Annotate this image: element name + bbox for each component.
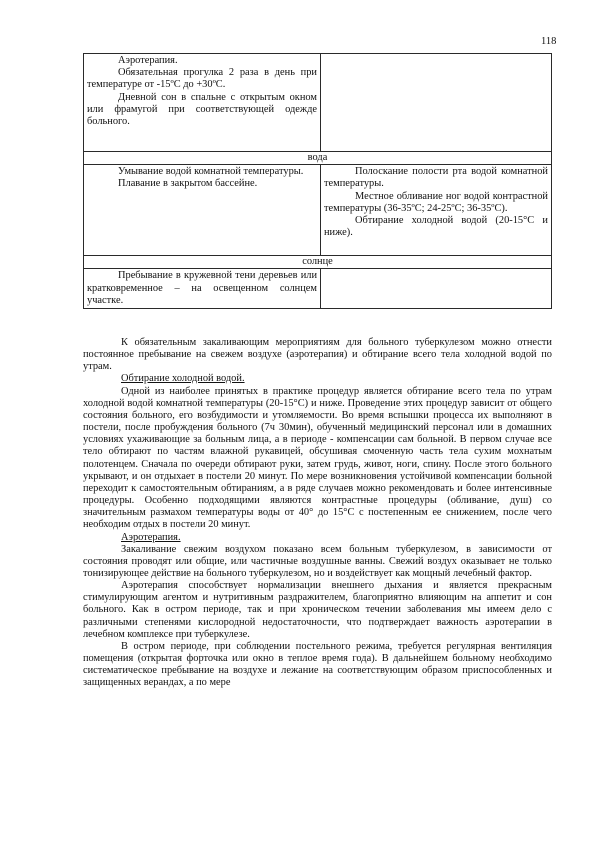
table-section-row (84, 256, 552, 269)
table-cell-empty (321, 54, 552, 152)
cell-text: Полоскание полости рта водой комнатной температуры. (324, 166, 548, 190)
table-row (84, 165, 552, 256)
paragraph: Одной из наиболее принятых в практике процедур является обтирание всего тела по утрам холодной водой комнатной температуры (20-15°C) и ниже. Проведение этих процедур зависит от общего состояния больного, его возбудимости и утомляемости. Во время вспышки процесса их выполняют в постели, после пробуждения больного (7ч 30мин), обученный медицинский персонал или в домашних условиях ухаживающие за больным лица, а в периоде - компенсации сам больной. В первом случае все тело обтирают по частям влажной рукавицей, обсушивая смоченную часть тела сухим мохнатым полотенцем. Сначала по очереди обтирают руки, затем грудь, живот, ноги, спину. После этого больного укрывают, и он отдыхает в постели 20 минут. По мере возникновения устойчивой компенсации больной переходит к самостоятельным обтираниям, а в ряде случаев можно рекомендовать и более интенсивные процедуры. Особенно подходящими являются контрастные процедуры (обливание, душ) со значительным размахом температуры воды от 40° до 15°C с постепенным ее снижением, после чего необходим отдых в постели 20 минут. (83, 385, 552, 531)
table-row (84, 54, 552, 152)
section-header-sun: солнце (84, 256, 552, 269)
section-header-water: вода (84, 152, 552, 165)
cell-text: Умывание водой комнатной температуры. (118, 166, 304, 178)
body-text (83, 337, 552, 690)
table-cell-water-right (321, 165, 552, 256)
paragraph: В остром периоде, при соблюдении постельного режима, требуется регулярная вентиляция помещения (открытая форточка или окно в теплое время года). В дальнейшем больному необходимо систематическое пребывание на воздухе и лежание на соответствующим образом приспособленных и защищенных верандах, а по мере (83, 640, 552, 689)
table-section-row (84, 152, 552, 165)
table-cell-empty (321, 269, 552, 309)
paragraph: Аэротерапия способствует нормализации внешнего дыхания и является прекрасным стимулирующим агентом и нутритивным раздражителем, благоприятно влияющим на аппетит и сон больного. Как в остром периоде, так и при хроническом течении заболевания мы имеем дело с различными степенями кислородной недостаточности, что подтверждает важность аэротерапии в лечебном комплексе при туберкулезе. (83, 580, 552, 640)
table-cell-sun-left (84, 269, 321, 309)
procedures-table (83, 53, 552, 309)
cell-text: Дневной сон в спальне с открытым окном или фрамугой при соответствующей одежде больного. (87, 91, 317, 128)
section-heading-cold-water: Обтирание холодной водой. (121, 373, 245, 385)
section-heading-aerotherapy: Аэротерапия. (121, 531, 181, 543)
cell-text: Пребывание в кружевной тени деревьев или кратковременное – на освещенном солнцем участке. (87, 270, 317, 306)
table-cell-air (84, 54, 321, 152)
cell-text: Плавание в закрытом бассейне. (118, 178, 258, 190)
paragraph: Закаливание свежим воздухом показано всем больным туберкулезом, в зависимости от состояния проводят или общие, или частичные воздушные ванны. Свежий воздух оказывает не только тонизирующее действие на больного туберкулезом, но и воздействует как мощный лечебный фактор. (83, 543, 552, 579)
page-number: 118 (541, 36, 557, 47)
cell-text: Обязательная прогулка 2 раза в день при температуре от -15ºC до +30ºC. (87, 67, 317, 91)
cell-text: Местное обливание ног водой контрастной температуры (36-35ºC; 24-25ºC; 36-35ºC). (324, 190, 548, 214)
table-cell-water-left (84, 165, 321, 256)
table-row (84, 269, 552, 309)
cell-text: Аэротерапия. (118, 55, 178, 66)
paragraph: К обязательным закаливающим мероприятиям для больного туберкулезом можно отнести постоянное пребывание на свежем воздухе (аэротерапия) и обтирание всего тела холодной водой по утрам. (83, 337, 552, 373)
cell-text: Обтирание холодной водой (20-15°C и ниже). (324, 215, 548, 239)
